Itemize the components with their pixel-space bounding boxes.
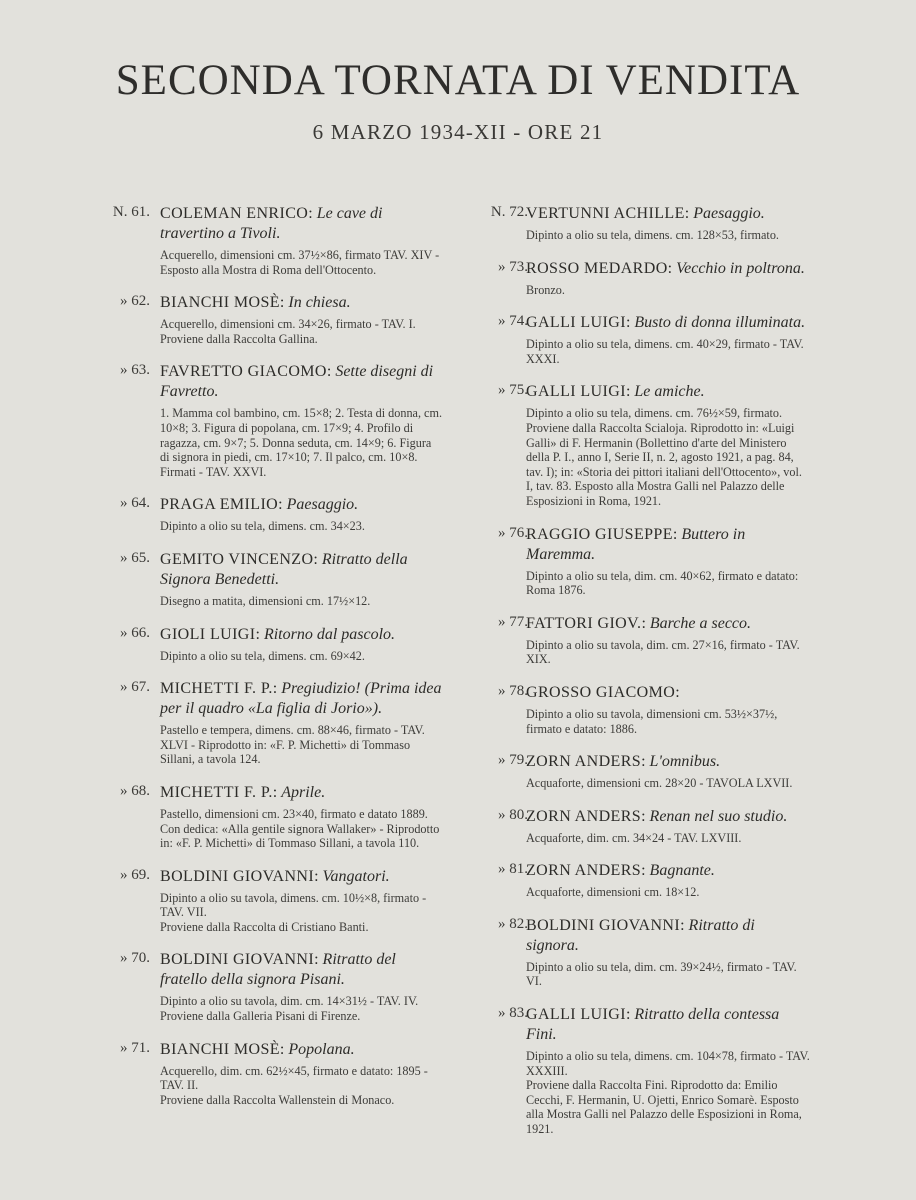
lot-number: » 65. [120,549,150,566]
entry-heading: BIANCHI MOSÈ: Popolana. [160,1040,355,1058]
artist-name: PRAGA EMILIO [160,496,279,514]
artist-name: BIANCHI MOSÈ [160,1040,280,1058]
entry-description: Dipinto a olio su tavola, dimens. cm. 10½×8, firmato - TAV. VII. [160,890,427,920]
work-title: Le cave di travertino a Tivoli. [160,205,383,242]
entry-heading: BOLDINI GIOVANNI: Ritratto del fratello della signora Pisani. [160,951,396,989]
catalog-entry [90,867,442,935]
work-title: Vecchio in poltrona. [676,259,805,277]
catalog-entry [470,259,810,298]
work-title: Paesaggio. [286,496,359,514]
artist-name: MICHETTI F. P. [160,783,273,801]
lot-number: » 77. [498,613,528,630]
entry-heading: ZORN ANDERS: Bagnante. [526,862,715,880]
entry-heading: GALLI LUIGI: Busto di donna illuminata. [526,314,806,332]
lot-number: » 71. [120,1039,150,1056]
artist-name: VERTUNNI ACHILLE [526,205,685,222]
lot-number: » 74. [498,313,528,330]
catalog-entry [470,313,810,366]
work-title: Ritratto della contessa Fini. [526,1006,780,1044]
work-title: Ritratto del fratello della signora Pisani. [160,951,396,989]
entry-description: Dipinto a olio su tavola, dimensioni cm. 53½×37½, firmato e datato: 1886. [526,706,778,736]
lot-number: » 69. [120,866,150,883]
work-title: Ritratto di signora. [526,916,755,954]
catalog-entry [90,362,442,479]
artist-name: BIANCHI MOSÈ [160,294,280,312]
work-title: In chiesa. [288,294,351,312]
artist-name: GIOLI LUIGI [160,625,256,643]
artist-name: ZORN ANDERS [526,753,642,771]
entry-heading: GALLI LUIGI: Le amiche. [526,383,705,401]
lot-number: » 73. [498,258,528,275]
lot-number: N. 61. [112,204,150,220]
work-title: Busto di donna illuminata. [634,314,806,332]
artist-name: MICHETTI F. P. [160,680,273,698]
entry-description: Proviene dalla Raccolta Scialoja. Riprodotto in: «Luigi Galli» di F. Hermanin (Bollettino d'arte del Ministero della P. I., anno I, Serie II, n. 2, agosto 1921, a pag. 84, tav. I); in: «Storia dei pittori italiani dell'Ottocento», vol. I, tav. 83. Esposto alla Mostra Galli nel Palazzo delle Esposizioni in Roma, 1921. [526,420,802,508]
work-title: Paesaggio. [693,205,765,222]
entry-description: Bronzo. [526,282,565,297]
entry-heading: ROSSO MEDARDO: Vecchio in poltrona. [526,259,805,277]
entry-description: Dipinto a olio su tavola, dim. cm. 27×16, firmato - TAV. XIX. [526,637,800,667]
entry-description: Proviene dalla Raccolta di Cristiano Banti. [160,919,369,934]
entry-description: Disegno a matita, dimensioni cm. 17½×12. [160,593,371,608]
catalog-entry [470,683,810,736]
entry-heading: COLEMAN ENRICO: Le cave di travertino a Tivoli. [160,205,383,242]
catalog-entry [90,204,442,277]
catalog-entry [90,783,442,851]
lot-number: » 76. [498,524,528,541]
lot-number: N. 72. [490,204,528,220]
work-title: Le amiche. [634,383,705,401]
entry-heading: GIOLI LUIGI: Ritorno dal pascolo. [160,625,396,643]
artist-name: ZORN ANDERS [526,862,642,880]
lot-number: » 78. [498,682,528,699]
entry-description: 1. Mamma col bambino, cm. 15×8; 2. Testa di donna, cm. 10×8; 3. Figura di popolana, cm. 17×9; 4. Profilo di ragazza, cm. 9×7; 5. Donna seduta, cm. 14×9; 6. Figura di signora in piedi, cm. 17×10; 7. Il palco, cm. 10×8. Firmati - TAV. XXVI. [160,406,442,479]
entry-heading: ZORN ANDERS: Renan nel suo studio. [526,807,788,825]
entry-heading: FAVRETTO GIACOMO: Sette disegni di Favretto. [160,363,434,401]
entry-heading: ZORN ANDERS: L'omnibus. [526,753,721,771]
catalog-entry [470,807,810,846]
catalog-entry [90,679,442,767]
entry-heading: GROSSO GIACOMO: [526,683,680,701]
lot-number: » 64. [120,495,150,512]
work-title: Aprile. [281,783,326,801]
entry-heading: RAGGIO GIUSEPPE: Buttero in Maremma. [526,525,746,563]
right-column [470,204,810,1153]
artist-name: GALLI LUIGI [526,1006,626,1024]
catalog-entry [470,614,810,667]
catalog-entry [470,525,810,598]
lot-number: » 83. [498,1005,528,1022]
lot-number: » 67. [120,679,150,696]
work-title: Popolana. [288,1040,355,1058]
entry-description: Dipinto a olio su tela, dimens. cm. 104×78, firmato - TAV. XXXIII. [526,1049,810,1078]
entry-description: Acquaforte, dimensioni cm. 18×12. [526,885,700,900]
artist-name: GEMITO VINCENZO [160,550,314,568]
catalog-entry [90,495,442,534]
artist-name: RAGGIO GIUSEPPE [526,525,673,543]
lot-number: » 75. [498,382,528,399]
entry-description: Dipinto a olio su tela, dim. cm. 39×24½, firmato - TAV. VI. [526,959,797,989]
entry-heading: BIANCHI MOSÈ: In chiesa. [160,294,351,312]
lot-number: » 81. [498,861,528,878]
entry-heading: FATTORI GIOV.: Barche a secco. [526,614,752,632]
lot-number: » 80. [498,806,528,823]
work-title: Buttero in Maremma. [526,525,746,563]
catalog-entry [470,916,810,989]
artist-name: BOLDINI GIOVANNI [160,867,315,885]
entry-description: Dipinto a olio su tela, dimens. cm. 40×29, firmato - TAV. XXXI. [526,337,804,366]
catalog-entry [90,293,442,346]
entry-description: Dipinto a olio su tela, dimens. cm. 128×53, firmato. [526,228,779,242]
sale-date: 6 MARZO 1934-XII - ORE 21 [312,120,604,144]
entry-description: Dipinto a olio su tela, dimens. cm. 76½×59, firmato. [526,406,783,421]
entry-heading: BOLDINI GIOVANNI: Vangatori. [160,867,390,885]
entry-description: Proviene dalla Raccolta Wallenstein di Monaco. [160,1092,395,1107]
entry-heading: GEMITO VINCENZO: Ritratto della Signora Benedetti. [160,550,408,588]
catalog-entry [470,752,810,791]
work-title: Ritratto della Signora Benedetti. [160,550,408,588]
artist-name: BOLDINI GIOVANNI [526,916,681,934]
catalog-entry [470,1005,810,1137]
catalog-entry [90,1040,442,1108]
catalog-entry [90,550,442,609]
catalog-entry [470,861,810,900]
entry-description: Acquaforte, dim. cm. 34×24 - TAV. LXVIII. [526,830,742,845]
catalog-entry [470,204,810,243]
entry-heading: BOLDINI GIOVANNI: Ritratto di signora. [526,916,755,954]
entry-description: Dipinto a olio su tela, dimens. cm. 69×42. [160,648,365,663]
entry-description: Acquerello, dim. cm. 62½×45, firmato e datato: 1895 - TAV. II. [160,1063,428,1093]
work-title: Renan nel suo studio. [649,807,788,825]
artist-name: FATTORI GIOV. [526,614,642,632]
entry-heading: MICHETTI F. P.: Aprile. [160,783,326,801]
artist-name: GALLI LUIGI [526,314,626,332]
lot-number: » 70. [120,950,150,967]
catalog-entry [90,950,442,1023]
entry-description: Proviene dalla Galleria Pisani di Firenze. [160,1009,361,1024]
work-title: Bagnante. [649,862,715,880]
entry-heading: PRAGA EMILIO: Paesaggio. [160,496,359,514]
entry-heading: VERTUNNI ACHILLE: Paesaggio. [526,205,765,222]
entry-description: Acquerello, dimensioni cm. 34×26, firmato - TAV. I. [160,317,416,332]
entry-description: Dipinto a olio su tela, dim. cm. 40×62, firmato e datato: Roma 1876. [526,568,799,598]
artist-name: GROSSO GIACOMO [526,683,676,701]
entry-description: Acquaforte, dimensioni cm. 28×20 - TAVOLA LXVII. [526,776,793,791]
artist-name: GALLI LUIGI [526,383,626,401]
entry-description: Proviene dalla Raccolta Fini. Riprodotto da: Emilio Cecchi, F. Hermanin, U. Ojetti, Enrico Somarè. Esposto alla Mostra Galli nel Palazzo delle Esposizioni in Roma, 1921. [526,1078,802,1137]
entry-description: Pastello e tempera, dimens. cm. 88×46, firmato - TAV. XLVI - Riprodotto in: «F. P. Michetti» di Tommaso Sillani, a tavola 124. [160,723,425,767]
entry-heading: MICHETTI F. P.: Pregiudizio! (Prima idea per il quadro «La figlia di Jorio»). [160,680,442,718]
entry-description: Dipinto a olio su tela, dimens. cm. 34×23. [160,519,365,534]
artist-name: COLEMAN ENRICO [160,205,309,222]
artist-name: FAVRETTO GIACOMO [160,363,327,381]
artist-name: ROSSO MEDARDO [526,259,668,277]
lot-number: » 66. [120,624,150,641]
catalog-entry [470,382,810,508]
left-column [90,204,442,1123]
work-title: Barche a secco. [649,614,752,632]
work-title: Ritorno dal pascolo. [263,625,396,643]
work-title: Pregiudizio! (Prima idea per il quadro «La figlia di Jorio»). [160,680,442,718]
lot-number: » 82. [498,915,528,932]
entry-description: Dipinto a olio su tavola, dim. cm. 14×31½ - TAV. IV. [160,994,419,1009]
lot-number: » 79. [498,752,528,769]
entry-description: Proviene dalla Raccolta Gallina. [160,331,318,346]
entry-description: Pastello, dimensioni cm. 23×40, firmato e datato 1889. Con dedica: «Alla gentile signora Wallaker» - Riprodotto in: «F. P. Michetti» di Tommaso Sillani, a tavola 110. [160,806,440,851]
lot-number: » 68. [120,782,150,799]
entry-description: Acquerello, dimensioni cm. 37½×86, firmato TAV. XIV - Esposto alla Mostra di Roma dell'Ottocento. [160,248,440,277]
work-title: Sette disegni di Favretto. [160,363,434,401]
lot-number: » 63. [120,362,150,379]
page-title: SECONDA TORNATA DI VENDITA [115,57,801,104]
work-title: L'omnibus. [649,753,721,771]
entry-heading: GALLI LUIGI: Ritratto della contessa Fini. [526,1006,780,1044]
lot-number: » 62. [120,293,150,310]
artist-name: BOLDINI GIOVANNI [160,951,315,969]
artist-name: ZORN ANDERS [526,807,642,825]
work-title: Vangatori. [322,867,390,885]
catalog-entry [90,625,442,664]
